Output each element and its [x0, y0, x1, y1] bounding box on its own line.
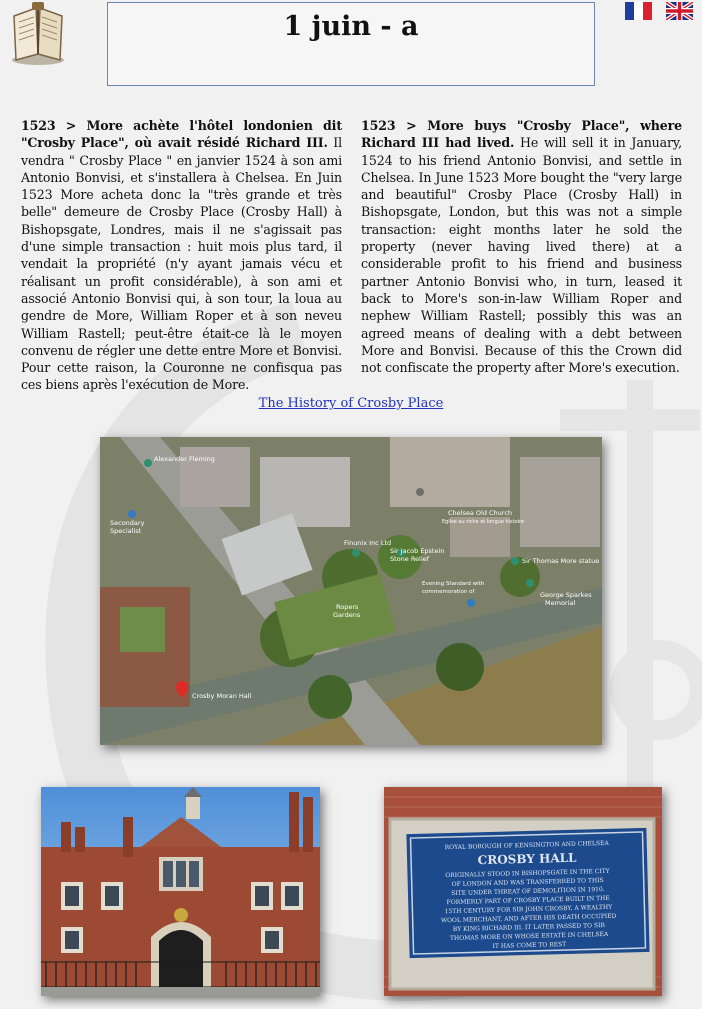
map-label-george-sub: Memorial — [545, 599, 576, 607]
plaque-text-6: BY KING RICHARD III. IT LATER PASSED TO SIR — [452, 921, 606, 933]
aerial-map-photo — [100, 437, 602, 745]
map-label-george: George Sparkes — [540, 591, 592, 599]
plaque-text-8: IT HAS COME TO REST — [492, 941, 567, 950]
crosby-hall-plaque-photo — [384, 787, 662, 996]
english-paragraph — [361, 117, 682, 376]
plaque-text-7: THOMAS MORE ON WHOSE ESTATE IN CHELSEA — [449, 930, 609, 943]
map-label-standard-sub: commemoration of — [422, 589, 475, 595]
map-label-epstein-sub: Stone Relief — [390, 555, 429, 563]
plaque-text-1: OF LONDON AND WAS TRANSFERRED TO THIS — [451, 877, 604, 888]
map-label-epstein: Sir Jacob Epstein — [390, 547, 445, 555]
map-label-finunix: Finunix Inc Ltd — [344, 539, 392, 547]
book-logo-icon[interactable] — [8, 2, 68, 66]
flag-uk-icon[interactable] — [666, 2, 693, 20]
plaque-line1: ROYAL BOROUGH OF KENSINGTON AND CHELSEA — [444, 839, 609, 852]
plaque-text-3: FORMERLY PART OF CROSBY PLACE BUILT IN THE — [446, 894, 610, 907]
map-label-church: Chelsea Old Church — [448, 509, 513, 517]
french-body: Il vendra " Crosby Place " en janvier 1524 à son ami Antonio Bonvisi, et s'installera à Chelsea. En Juin 1523 More acheta donc la "très grande et très belle" demeure de Crosby Place (Crosby Hall) à Bishopsgate, Londres, mais il ne s'agissait pas d'une simple transaction : huit mois plus tard, il vendait la propriété (n'y ayant jamais vécu et réalisant un profit considérable), à son ami et associé Antonio Bonvisi qui, à son tour, la loua au gendre de More, William Roper et à son neveu William Rastell; peut-être était-ce là le moyen convenu de régler une dette entre More et Bonvisi. Pour cette raison, la Couronne ne confisqua pas ces biens après l'exécution de More. — [21, 135, 343, 393]
english-lead: 1523 > More buys "Crosby Place", where Richard III had lived. — [361, 118, 682, 151]
map-label-alexander: Alexander Fleming — [154, 455, 215, 463]
english-body: He will sell it in January, 1524 to his friend Antonio Bonvisi, and settle in Chelsea. In June 1523 More bought the "very large and beautiful" Crosby Place (Crosby Hall) in Bishopsgate, London, but this was not a simple transaction: eight months later he sold the property (never having lived there) at a considerable profit to his friend and business partner Antonio Bonvisi who, in turn, leased it back to More's son-in-law William Roper and nephew William Rastell; possibly this was an agreed means of dealing with a debt between More and Bonvisi. Because of this the Crown did not confiscate the property after More's execution. — [361, 135, 682, 376]
page-title: 1 juin - a — [283, 11, 419, 42]
plaque-text-4: 15TH CENTURY FOR SIR JOHN CROSBY, A WEALTHY — [444, 903, 613, 916]
title-box — [107, 2, 595, 86]
history-of-crosby-place-link[interactable]: The History of Crosby Place — [258, 396, 444, 411]
plaque-text-0: ORIGINALLY STOOD IN BISHOPSGATE IN THE CITY — [445, 867, 610, 880]
history-link-wrap — [0, 396, 702, 411]
map-label-secondary: Secondary — [110, 519, 145, 527]
flag-france-icon[interactable] — [625, 2, 652, 20]
plaque-text-2: SITE UNDER THREAT OF DEMOLITION IN 1910. — [451, 885, 605, 898]
map-label-statue: Sir Thomas More statue — [522, 557, 600, 565]
crosby-hall-building-photo — [41, 787, 320, 996]
map-label-gardens: Ropers — [336, 603, 359, 611]
map-label-moran: Crosby Moran Hall — [192, 692, 252, 700]
plaque-name: CROSBY HALL — [477, 850, 577, 868]
french-lead: 1523 > More achète l'hôtel londonien dit "Crosby Place", où avait résidé Richard III. — [21, 118, 342, 151]
map-label-church-sub: Eglise au riche et longue histoire — [442, 519, 525, 525]
map-label-standard: Evening Standard with — [422, 581, 485, 587]
map-label-specialist: Specialist — [110, 527, 142, 535]
map-label-gardens-sub: Gardens — [333, 611, 361, 619]
french-paragraph — [21, 117, 342, 394]
plaque-text-5: WOOL MERCHANT, AND AFTER HIS DEATH OCCUPIED — [440, 912, 617, 925]
